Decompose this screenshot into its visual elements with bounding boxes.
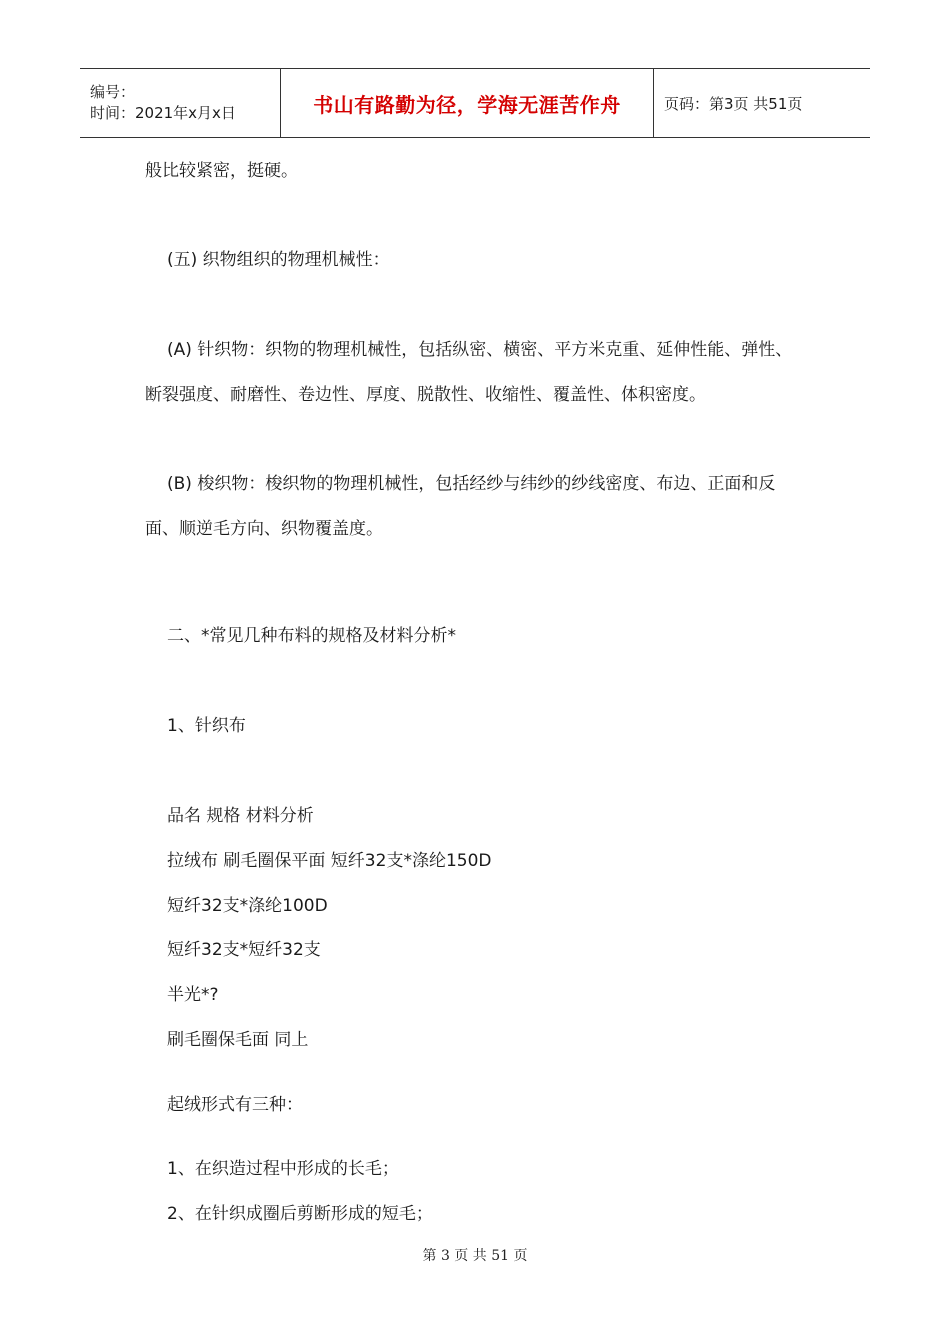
header-meta: [80, 69, 281, 137]
paragraph-line: 般比较紧密，挺硬。: [145, 161, 298, 181]
paragraph-line: 半光*?: [167, 985, 219, 1005]
list-item: 1、在织造过程中形成的长毛；: [167, 1159, 399, 1179]
paragraph-line: 短纤32支*短纤32支: [167, 940, 321, 960]
paragraph-line: 拉绒布 刷毛圈保平面 短纤32支*涤纶150D: [167, 851, 492, 871]
paragraph-line: 面、顺逆毛方向、织物覆盖度。: [145, 519, 383, 539]
list-item: 2、在针织成圈后剪断形成的短毛；: [167, 1204, 433, 1224]
paragraph-line: 刷毛圈保毛面 同上: [167, 1030, 309, 1050]
table-header-line: 品名 规格 材料分析: [167, 806, 314, 826]
paragraph-line: 短纤32支*涤纶100D: [167, 896, 328, 916]
paragraph-line: (A) 针织物：织物的物理机械性，包括纵密、横密、平方米克重、延伸性能、弹性、: [167, 340, 793, 360]
subsection-heading: 1、针织布: [167, 716, 246, 736]
page-header: [80, 68, 870, 138]
paragraph-line: 起绒形式有三种：: [167, 1095, 303, 1115]
document-number-label: 编号：: [90, 83, 136, 101]
document-time-label: 时间：2021年x月x日: [90, 104, 236, 122]
section-heading: (五) 织物组织的物理机械性：: [167, 250, 390, 270]
page-footer: 第 3 页 共 51 页: [422, 1248, 528, 1264]
header-page-info-cell: [654, 69, 870, 137]
header-motto: 书山有路勤为径，学海无涯苦作舟: [313, 92, 621, 117]
paragraph-line: (B) 梭织物：梭织物的物理机械性，包括经纱与纬纱的纱线密度、布边、正面和反: [167, 474, 776, 494]
header-motto-cell: [281, 69, 654, 137]
header-page-info: 页码：第3页 共51页: [664, 94, 803, 113]
paragraph-line: 断裂强度、耐磨性、卷边性、厚度、脱散性、收缩性、覆盖性、体积密度。: [145, 385, 706, 405]
section-heading: 二、*常见几种布料的规格及材料分析*: [167, 626, 456, 646]
